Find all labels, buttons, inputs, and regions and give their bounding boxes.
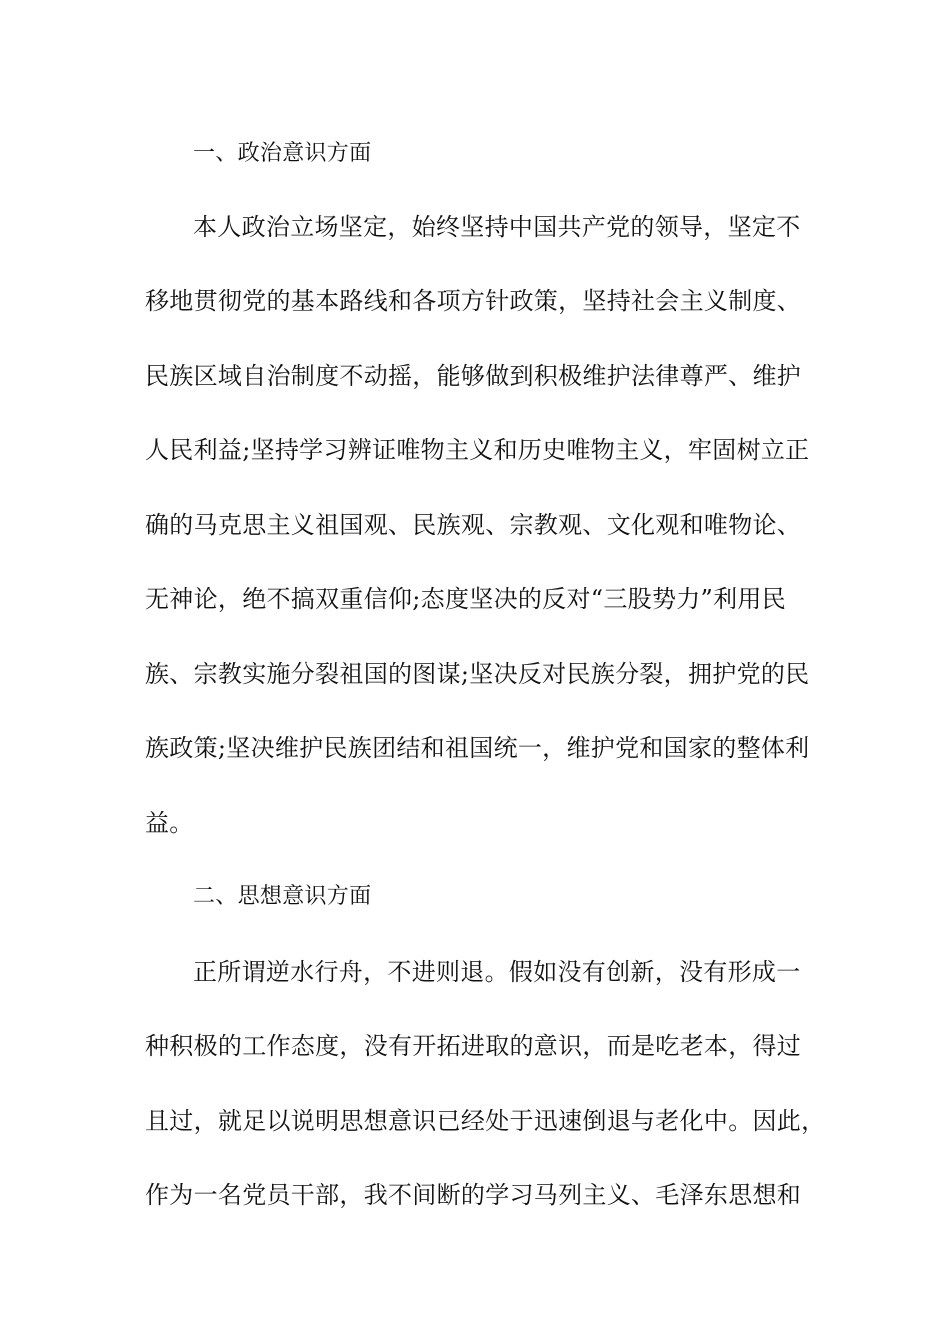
paragraph-line: 益。 [145, 809, 194, 837]
paragraph-line: 本人政治立场坚定，始终坚持中国共产党的领导，坚定不 [193, 213, 801, 241]
paragraph-line: 作为一名党员干部，我不间断的学习马列主义、毛泽东思想和 [145, 1181, 802, 1209]
paragraph-line: 民族区域自治制度不动摇，能够做到积极维护法律尊严、维护 [145, 362, 802, 390]
section-heading-political: 一、政治意识方面 [193, 141, 372, 166]
paragraph-line: 正所谓逆水行舟，不进则退。假如没有创新，没有形成一 [193, 958, 801, 986]
paragraph-line: 且过，就足以说明思想意识已经处于迅速倒退与老化中。因此， [145, 1107, 826, 1135]
paragraph-line: 族政策;坚决维护民族团结和祖国统一，维护党和国家的整体利 [145, 734, 810, 762]
paragraph-line: 族、宗教实施分裂祖国的图谋;坚决反对民族分裂，拥护党的民 [145, 660, 810, 688]
paragraph-line: 移地贯彻党的基本路线和各项方针政策，坚持社会主义制度、 [145, 287, 802, 315]
paragraph-line: 人民利益;坚持学习辨证唯物主义和历史唯物主义，牢固树立正 [145, 436, 810, 464]
section-heading-ideological: 二、思想意识方面 [193, 884, 372, 909]
paragraph-line: 种积极的工作态度，没有开拓进取的意识，而是吃老本，得过 [145, 1032, 802, 1060]
paragraph-line: 确的马克思主义祖国观、民族观、宗教观、文化观和唯物论、 [145, 511, 802, 539]
paragraph-line: 无神论，绝不搞双重信仰;态度坚决的反对“三股势力”利用民 [145, 585, 787, 613]
